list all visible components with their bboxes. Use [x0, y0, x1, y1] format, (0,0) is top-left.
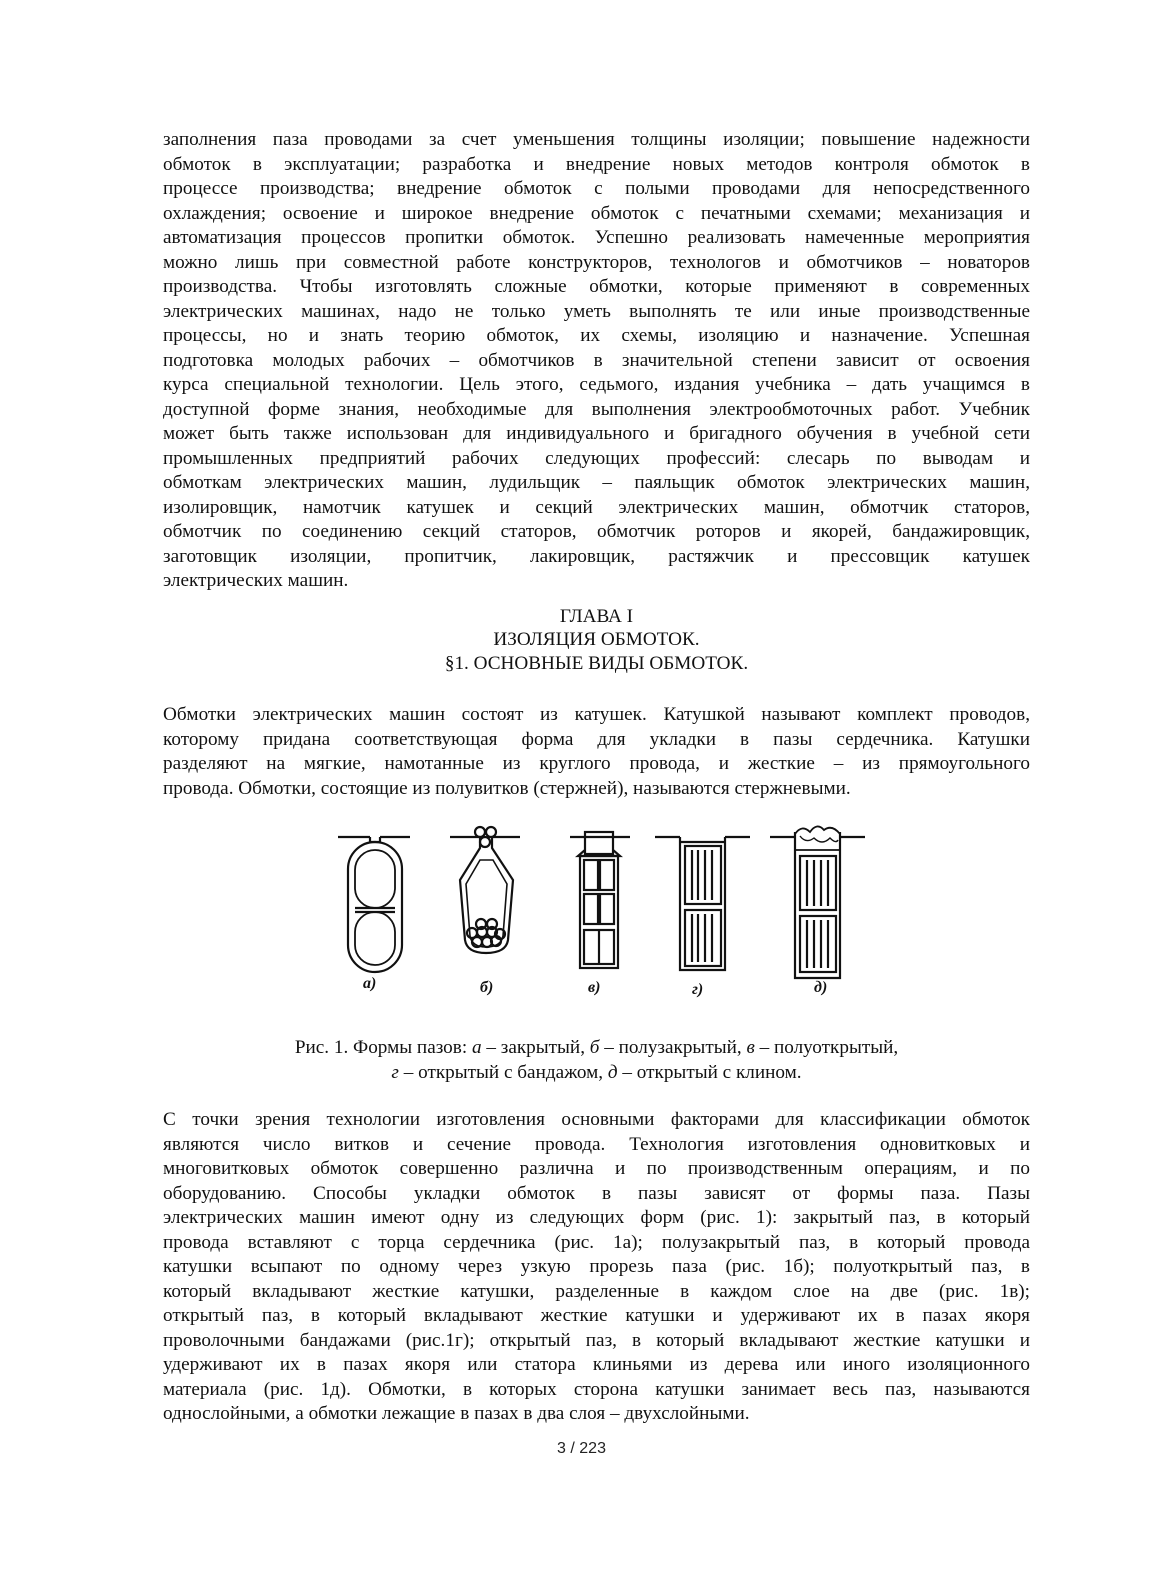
slot-closed-drawing — [338, 837, 410, 972]
text-line: который вкладывают жесткие катушки, разделенные в каждом слое на две (рис. 1в); — [163, 1280, 1030, 1302]
page-number: 3 / 223 — [557, 1440, 606, 1457]
windings-paragraph — [163, 703, 1030, 801]
text-line: заполнения паза проводами за счет уменьшения толщины изоляции; повышение надежности — [163, 129, 1030, 150]
figure-label-b: б) — [480, 979, 494, 996]
text-line: однослойными, а обмотки лежащие в пазах в два слоя – двухслойными. — [163, 1403, 750, 1424]
text-line: оборудованию. Способы укладки обмоток в пазы зависят от формы паза. Пазы — [163, 1182, 1030, 1204]
caption-letter-v: в — [746, 1037, 755, 1058]
chapter-title: ИЗОЛЯЦИЯ ОБМОТОК. — [493, 629, 700, 650]
caption-text-d: – открытый с клином. — [617, 1062, 802, 1083]
text-line: может быть также использован для индивидуального и бригадного обучения в учебной сети — [163, 423, 1030, 444]
text-line: которому придана соответствующая форма для укладки в пазы сердечника. Катушки — [163, 728, 1030, 750]
slot-semiclosed-drawing — [450, 827, 520, 953]
caption-letter-d: д — [607, 1062, 618, 1083]
text-line: Обмотки электрических машин состоят из катушек. Катушкой называют комплект проводов, — [163, 704, 1030, 725]
figure-caption-line-2 — [163, 1061, 1030, 1086]
text-line: курса специальной технологии. Цель этого, седьмого, издания учебника – дать учащимся в — [163, 374, 1030, 395]
section-title: §1. ОСНОВНЫЕ ВИДЫ ОБМОТОК. — [444, 653, 749, 674]
text-line: доступной форме знания, необходимые для выполнения электрообмоточных работ. Учебник — [163, 398, 1030, 420]
figure-caption-line-1 — [163, 1036, 1030, 1061]
text-line: процессе производства; внедрение обмоток с полыми проводами для непосредственного — [163, 178, 1030, 199]
text-line: провода. Обмотки, состоящие из полувитков (стержней), называются стержневыми. — [163, 777, 851, 799]
figure-label-d: д) — [814, 979, 828, 996]
text-line: обмоток в эксплуатации; разработка и внедрение новых методов контроля обмоток в — [163, 153, 1030, 175]
text-line: обмотчик по соединению секций статоров, обмотчик роторов и якорей, бандажировщик, — [163, 521, 1030, 542]
text-line: открытый паз, в который вкладывают жесткие катушки и удерживают их в пазах якоря — [163, 1305, 1030, 1326]
text-line: изолировщик, намотчик катушек и секций электрических машин, обмотчик статоров, — [163, 496, 1030, 518]
text-line: катушки всыпают по одному через узкую прорезь паза (рис. 1б); полуоткрытый паз, в — [163, 1256, 1030, 1277]
caption-letter-b: б — [589, 1037, 600, 1058]
text-line: обмоткам электрических машин, лудильщик – паяльщик обмоток электрических машин, — [163, 472, 1030, 493]
text-line: многовитковых обмоток совершенно различна и по производственным операциям, и по — [163, 1158, 1030, 1179]
intro-paragraph — [163, 128, 1030, 594]
figure-label-g: г) — [692, 981, 704, 998]
text-line: электрических машинах, надо не только уметь выполнять те или иные производственные — [163, 300, 1030, 322]
text-line: материала (рис. 1д). Обмотки, в которых сторона катушки занимает весь паз, называются — [163, 1378, 1030, 1400]
text-line: охлаждения; освоение и широкое внедрение обмоток с печатными схемами; механизация и — [163, 202, 1030, 224]
text-line: заготовщик изоляции, пропитчик, лакировщик, растяжчик и прессовщик катушек — [163, 545, 1030, 567]
text-line: промышленных предприятий рабочих следующих профессий: слесарь по выводам и — [163, 447, 1030, 469]
caption-letter-g: г — [391, 1062, 399, 1083]
text-line: электрических машин имеют одну из следующих форм (рис. 1): закрытый паз, в который — [163, 1207, 1030, 1228]
text-line: удерживают их в пазах якоря или статора клиньями из дерева или иного изоляционного — [163, 1354, 1030, 1375]
text-line: подготовка молодых рабочих – обмотчиков в значительной степени зависит от освоения — [163, 349, 1030, 371]
caption-text-a: – закрытый, — [481, 1037, 590, 1058]
figure-label-a: а) — [363, 975, 377, 992]
chapter-label: ГЛАВА I — [559, 606, 634, 627]
slot-semiopen-drawing — [570, 832, 630, 968]
text-line: можно лишь при совместной работе конструкторов, технологов и обмотчиков – новаторов — [163, 251, 1030, 273]
text-line: провода вставляют с торца сердечника (рис. 1а); полузакрытый паз, в который провода — [163, 1231, 1030, 1253]
slot-open-banded-drawing — [655, 837, 750, 970]
text-line: проволочными бандажами (рис.1г); открытый паз, в который вкладывают жесткие катушки и — [163, 1329, 1030, 1351]
text-line: разделяют на мягкие, намотанные из круглого провода, и жесткие – из прямоугольного — [163, 753, 1030, 774]
text-line: электрических машин. — [163, 570, 349, 591]
caption-text-b: – полузакрытый, — [599, 1037, 747, 1058]
slot-forms-paragraph — [163, 1108, 1030, 1427]
caption-letter-a: а — [471, 1037, 482, 1058]
caption-text-g: – открытый с бандажом, — [398, 1062, 608, 1083]
text-line: С точки зрения технологии изготовления основными факторами для классификации обмоток — [163, 1109, 1030, 1130]
text-line: являются число витков и сечение провода. Технология изготовления одновитковых и — [163, 1133, 1030, 1155]
caption-text-v: – полуоткрытый, — [754, 1037, 899, 1058]
figure-label-v: в) — [588, 979, 601, 996]
caption-prefix: Рис. 1. Формы пазов: — [294, 1037, 472, 1058]
slot-shapes-figure — [330, 820, 870, 1010]
text-line: процессы, но и знать теорию обмоток, их схемы, изоляцию и назначение. Успешная — [163, 325, 1030, 346]
text-line: автоматизация процессов пропитки обмоток. Успешно реализовать намеченные мероприятия — [163, 227, 1030, 248]
text-line: производства. Чтобы изготовлять сложные обмотки, которые применяют в современных — [163, 276, 1030, 297]
slot-open-wedge-drawing — [770, 826, 865, 978]
